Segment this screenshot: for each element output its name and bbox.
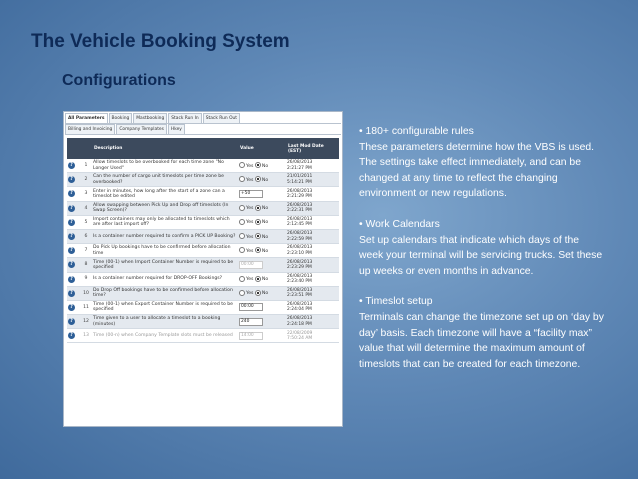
help-icon[interactable]: ?: [68, 332, 75, 339]
parameter-description: Time (00-1) when Export Container Number is required to be specified: [92, 300, 238, 314]
help-cell: [67, 173, 80, 187]
tab-hkey[interactable]: Hkey: [168, 124, 185, 134]
tab-billing-and-invoicing[interactable]: Billing and Invoicing: [65, 124, 115, 134]
slide-subtitle: Configurations: [62, 72, 176, 89]
parameter-value: [238, 286, 286, 300]
help-cell: [67, 159, 80, 173]
parameter-value: [238, 315, 286, 329]
help-icon[interactable]: ?: [68, 304, 75, 311]
help-icon[interactable]: ?: [68, 233, 75, 240]
radio-yes[interactable]: [239, 291, 253, 296]
parameter-description: Allow timeslots to be overbooked for each time zone "No Longer Used": [92, 159, 238, 173]
radio-yes[interactable]: [239, 164, 253, 169]
radio-yes[interactable]: [239, 277, 253, 282]
help-icon[interactable]: ?: [68, 219, 75, 226]
help-icon[interactable]: ?: [68, 261, 75, 268]
help-cell: [67, 300, 80, 314]
table-row: [67, 187, 339, 201]
last-mod-date: 22/08/2009 7:50:24 AM: [286, 329, 339, 343]
last-mod-date: 26/08/2013 2:23:40 PM: [286, 272, 339, 286]
tab-row-1: [65, 113, 341, 124]
radio-circle-icon: [239, 219, 245, 225]
radio-no[interactable]: [255, 220, 268, 225]
last-mod-date: 26/08/2013 2:24:04 PM: [286, 300, 339, 314]
parameter-description: Do Pick Up bookings have to be confirmed before allocation time: [92, 244, 238, 258]
radio-circle-icon: [255, 276, 261, 282]
help-icon[interactable]: ?: [68, 290, 75, 297]
table-row: [67, 329, 339, 343]
row-number: 7: [80, 244, 92, 258]
radio-no[interactable]: [255, 291, 268, 296]
radio-circle-icon: [239, 276, 245, 282]
bullet-heading-work-calendars: • Work Calendars: [359, 218, 440, 230]
radio-yes-label: Yes: [246, 234, 254, 240]
help-icon[interactable]: ?: [68, 162, 75, 169]
bullet-text-timeslot-setup: Terminals can change the timezone set up on ‘day by day’ basis. Each timezone will have a “facility max” value that will determine the maximum amount of timeslots that can be created for each timezone.: [359, 311, 604, 370]
parameter-value: [238, 272, 286, 286]
column-header: [80, 138, 92, 159]
table-row: [67, 315, 339, 329]
radio-yes-label: Yes: [246, 291, 254, 297]
parameter-value: [238, 229, 286, 243]
help-cell: [67, 329, 80, 343]
radio-circle-icon: [239, 290, 245, 296]
help-icon[interactable]: ?: [68, 247, 75, 254]
radio-yes-label: Yes: [246, 163, 254, 169]
radio-no-label: No: [261, 291, 269, 297]
radio-no-label: No: [261, 220, 269, 226]
parameter-description: Import containers may only be allocated to timeslots which are after last import off?: [92, 215, 238, 229]
radio-circle-icon: [255, 290, 261, 296]
radio-circle-icon: [239, 176, 245, 182]
radio-no[interactable]: [255, 178, 268, 183]
row-number: 5: [80, 215, 92, 229]
radio-no[interactable]: [255, 249, 268, 254]
row-number: 1: [80, 159, 92, 173]
parameter-value: [238, 244, 286, 258]
parameter-description: Time (00-n) when Company Template slots must be released: [92, 329, 238, 343]
tab-bar: [65, 113, 341, 135]
parameter-value: [238, 215, 286, 229]
column-header-last-mod-date: Last Mod Date (EST): [286, 138, 339, 159]
radio-circle-icon: [255, 219, 261, 225]
last-mod-date: 26/08/2013 2:23:10 PM: [286, 244, 339, 258]
radio-yes-label: Yes: [246, 206, 254, 212]
help-cell: [67, 272, 80, 286]
parameter-description: Enter in minutes, how long after the start of a zone can a timeslot be edited: [92, 187, 238, 201]
help-cell: [67, 215, 80, 229]
table-row: [67, 286, 339, 300]
parameter-value: [238, 329, 286, 343]
radio-yes[interactable]: [239, 220, 253, 225]
value-input[interactable]: +50: [239, 190, 263, 198]
help-cell: [67, 201, 80, 215]
radio-yes-label: Yes: [246, 248, 254, 254]
table-row: [67, 159, 339, 173]
table-row: [67, 201, 339, 215]
row-number: 8: [80, 258, 92, 272]
last-mod-date: 26/08/2013 2:23:51 PM: [286, 286, 339, 300]
radio-no[interactable]: [255, 164, 268, 169]
tab-company-templates[interactable]: Company Templates: [116, 124, 167, 134]
parameter-description: Time (00-1) when Import Container Number is required to be specified: [92, 258, 238, 272]
row-number: 2: [80, 173, 92, 187]
last-mod-date: 26/08/2013 2:22:59 PM: [286, 229, 339, 243]
radio-yes[interactable]: [239, 235, 253, 240]
last-mod-date: 26/08/2013 2:23:29 PM: [286, 258, 339, 272]
bullet-heading-configurable-rules: • 180+ configurable rules: [359, 126, 474, 137]
radio-no-label: No: [261, 277, 269, 283]
table-row: [67, 173, 339, 187]
row-number: 11: [80, 300, 92, 314]
parameters-table: [67, 138, 339, 343]
help-cell: [67, 187, 80, 201]
radio-yes-label: Yes: [246, 277, 254, 283]
last-mod-date: 26/08/2013 2:22:31 PM: [286, 201, 339, 215]
parameter-description: Is a container number required to confirm a PICK UP Booking?: [92, 229, 238, 243]
tab-all-parameters[interactable]: All Parameters: [65, 113, 108, 123]
row-number: 12: [80, 315, 92, 329]
value-input[interactable]: 00:00: [239, 261, 263, 269]
last-mod-date: 26/08/2013 2:21:27 PM: [286, 159, 339, 173]
row-number: 4: [80, 201, 92, 215]
radio-no[interactable]: [255, 277, 268, 282]
help-icon[interactable]: ?: [68, 176, 75, 183]
parameter-value: [238, 187, 286, 201]
radio-no-label: No: [261, 206, 269, 212]
radio-no-label: No: [261, 177, 269, 183]
help-cell: [67, 315, 80, 329]
table-row: [67, 215, 339, 229]
radio-no-label: No: [261, 248, 269, 254]
radio-no-label: No: [261, 234, 269, 240]
table-row: [67, 300, 339, 314]
parameter-description: Time given to a user to allocate a timeslot to a booking (minutes): [92, 315, 238, 329]
row-number: 13: [80, 329, 92, 343]
row-number: 10: [80, 286, 92, 300]
tab-mastbooking[interactable]: Mastbooking: [133, 113, 167, 123]
radio-circle-icon: [255, 233, 261, 239]
tab-stack-run-out[interactable]: Stack Run Out: [203, 113, 240, 123]
table-row: [67, 258, 339, 272]
help-cell: [67, 229, 80, 243]
last-mod-date: 21/01/2011 5:14:21 PM: [286, 173, 339, 187]
table-row: [67, 272, 339, 286]
help-cell: [67, 258, 80, 272]
table-row: [67, 244, 339, 258]
help-icon[interactable]: ?: [68, 276, 75, 283]
radio-circle-icon: [255, 247, 261, 253]
parameter-value: [238, 300, 286, 314]
bullet-text-work-calendars: Set up calendars that indicate which days of the week your terminal will be servicing trucks. Set these up weeks or even months in advance.: [359, 234, 603, 277]
bullet-heading-timeslot-setup: • Timeslot setup: [359, 296, 433, 308]
radio-circle-icon: [239, 233, 245, 239]
configuration-screenshot: [63, 111, 343, 427]
radio-circle-icon: [239, 247, 245, 253]
value-input[interactable]: 14:00: [239, 332, 263, 340]
parameter-description: Is a container number required for DROP-OFF Bookings?: [92, 272, 238, 286]
bullet-text-configurable-rules: These parameters determine how the VBS is used. The settings take effect immediately, and can be changed at any time to reflect the changing environment or new regulations.: [359, 141, 595, 200]
radio-circle-icon: [255, 162, 261, 168]
parameter-value: [238, 201, 286, 215]
parameter-description: Do Drop Off bookings have to be confirmed before allocation time?: [92, 286, 238, 300]
last-mod-date: 26/08/2013 2:12:45 PM: [286, 215, 339, 229]
parameter-value: [238, 159, 286, 173]
radio-circle-icon: [255, 176, 261, 182]
last-mod-date: 26/08/2013 2:24:18 PM: [286, 315, 339, 329]
row-number: 6: [80, 229, 92, 243]
tab-stack-run-in[interactable]: Stack Run In: [168, 113, 201, 123]
parameter-value: [238, 258, 286, 272]
slide-title: The Vehicle Booking System: [31, 31, 290, 52]
radio-yes[interactable]: [239, 249, 253, 254]
parameter-description: Allow swapping between Pick Up and Drop off timeslots (In Swap Screen)?: [92, 201, 238, 215]
radio-no[interactable]: [255, 206, 268, 211]
table-row: [67, 229, 339, 243]
table-header-row: [67, 138, 339, 159]
value-input[interactable]: 00:00: [239, 303, 263, 311]
radio-circle-icon: [255, 205, 261, 211]
radio-yes-label: Yes: [246, 177, 254, 183]
parameter-value: [238, 173, 286, 187]
tab-row-2: [65, 124, 341, 135]
help-cell: [67, 286, 80, 300]
value-input[interactable]: 240: [239, 318, 263, 326]
help-cell: [67, 244, 80, 258]
help-icon[interactable]: ?: [68, 318, 75, 325]
help-icon[interactable]: ?: [68, 205, 75, 212]
feature-bullets: [359, 124, 605, 372]
row-number: 3: [80, 187, 92, 201]
tab-booking[interactable]: Booking: [109, 113, 133, 123]
radio-yes-label: Yes: [246, 220, 254, 226]
column-header-value: Value: [238, 138, 286, 159]
radio-no-label: No: [261, 163, 269, 169]
radio-circle-icon: [239, 162, 245, 168]
column-header: [67, 138, 80, 159]
radio-circle-icon: [239, 205, 245, 211]
last-mod-date: 26/08/2013 2:21:29 PM: [286, 187, 339, 201]
column-header-description: Description: [92, 138, 238, 159]
radio-yes[interactable]: [239, 178, 253, 183]
radio-yes[interactable]: [239, 206, 253, 211]
radio-no[interactable]: [255, 235, 268, 240]
row-number: 9: [80, 272, 92, 286]
parameter-description: Can the number of cargo unit timeslots per time zone be overbooked?: [92, 173, 238, 187]
help-icon[interactable]: ?: [68, 190, 75, 197]
